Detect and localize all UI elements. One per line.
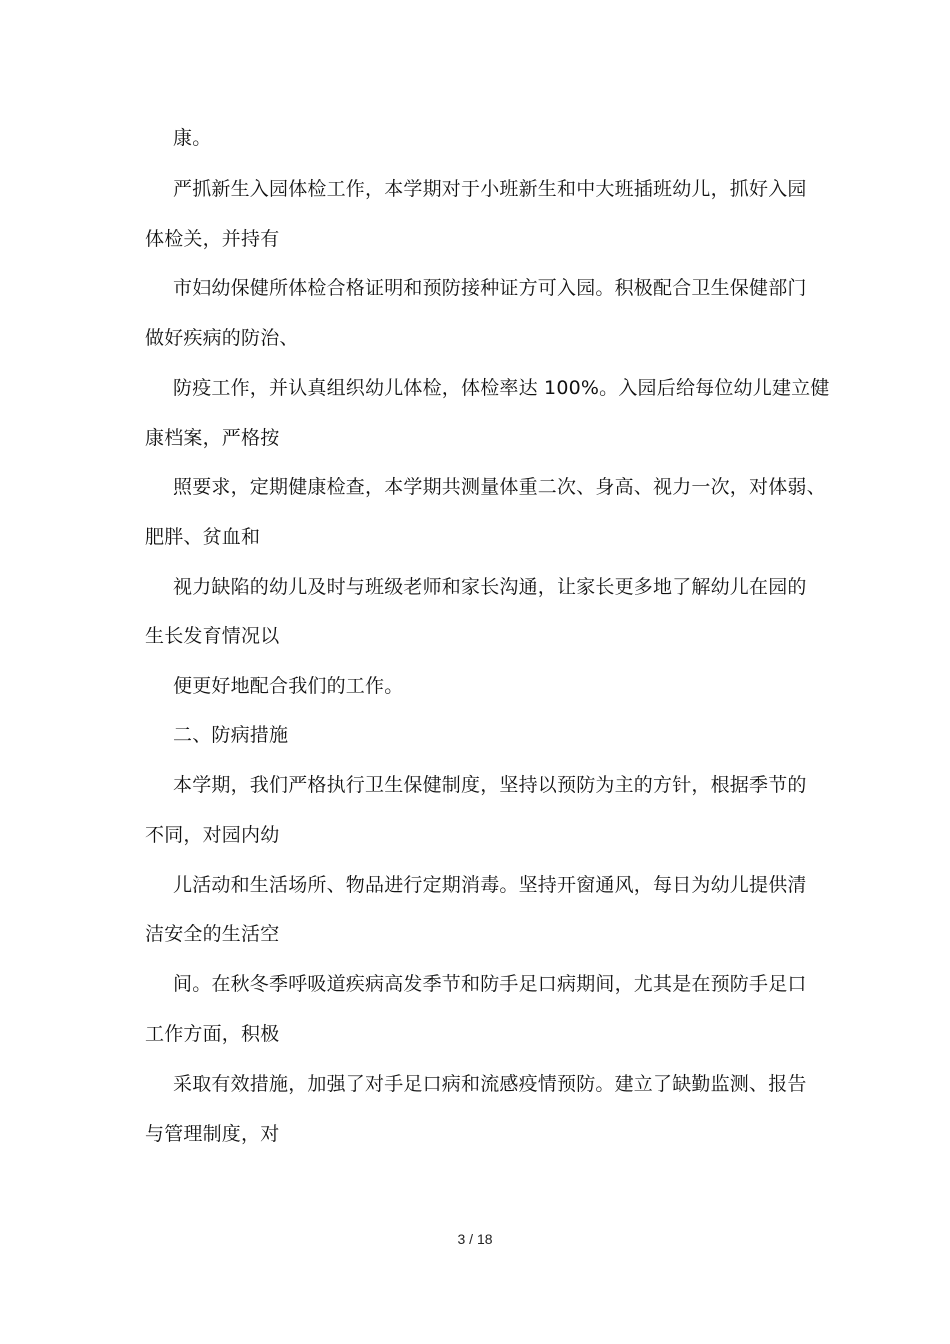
text-line: 照要求，定期健康检查，本学期共测量体重二次、身高、视力一次，对体弱、 <box>173 476 826 498</box>
text-line: 康档案，严格按 <box>145 427 280 449</box>
text-line: 市妇幼保健所体检合格证明和预防接种证方可入园。积极配合卫生保健部门 <box>173 277 807 299</box>
text-line: 间。在秋冬季呼吸道疾病高发季节和防手足口病期间，尤其是在预防手足口 <box>173 973 807 995</box>
text-line: 采取有效措施，加强了对手足口病和流感疫情预防。建立了缺勤监测、报告 <box>173 1073 807 1095</box>
text-line: 严抓新生入园体检工作，本学期对于小班新生和中大班插班幼儿，抓好入园 <box>173 178 807 200</box>
text-line: 肥胖、贫血和 <box>145 526 261 548</box>
text-line: 本学期，我们严格执行卫生保健制度，坚持以预防为主的方针，根据季节的 <box>173 774 807 796</box>
text-line: 与管理制度，对 <box>145 1123 280 1145</box>
section-heading: 二、防病措施 <box>173 724 289 746</box>
text-line: 防疫工作，并认真组织幼儿体检，体检率达 100%。入园后给每位幼儿建立健 <box>173 377 830 399</box>
text-line: 工作方面，积极 <box>145 1023 280 1045</box>
text-line: 儿活动和生活场所、物品进行定期消毒。坚持开窗通风，每日为幼儿提供清 <box>173 874 807 896</box>
text-line: 生长发育情况以 <box>145 625 280 647</box>
text-line: 体检关，并持有 <box>145 228 280 250</box>
text-line: 便更好地配合我们的工作。 <box>173 675 404 697</box>
text-line: 不同，对园内幼 <box>145 824 280 846</box>
page-number: 3 / 18 <box>457 1231 493 1247</box>
text-line: 洁安全的生活空 <box>145 923 280 945</box>
text-line: 视力缺陷的幼儿及时与班级老师和家长沟通，让家长更多地了解幼儿在园的 <box>173 576 807 598</box>
text-line: 康。 <box>173 127 212 149</box>
text-line: 做好疾病的防治、 <box>145 327 299 349</box>
